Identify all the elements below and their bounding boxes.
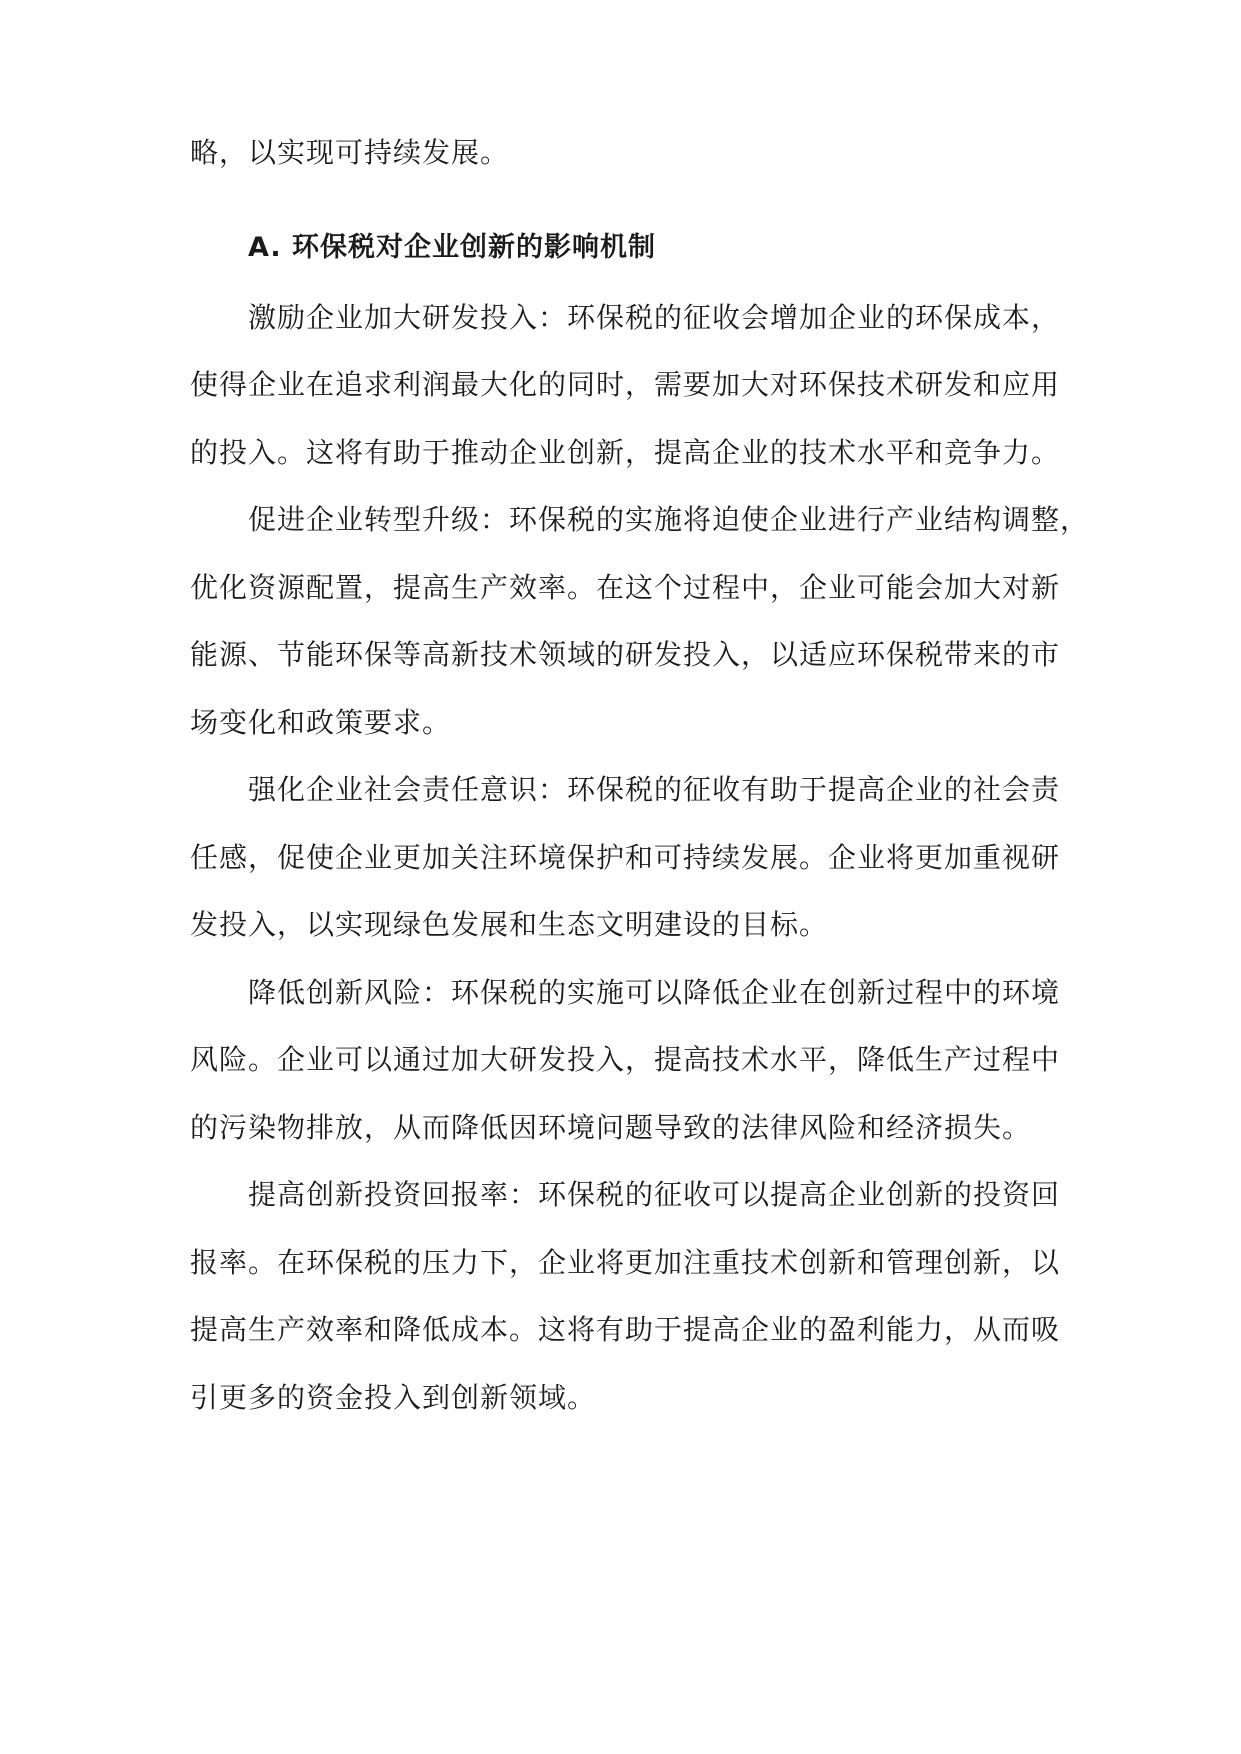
paragraph-1-line-2: 使得企业在追求利润最大化的同时，需要加大对环保技术研发和应用 (190, 368, 1061, 401)
paragraph-1-line-1: 激励企业加大研发投入：环保税的征收会增加企业的环保成本， (248, 301, 1061, 334)
paragraph-4-line-3: 的污染物排放，从而降低因环境问题导致的法律风险和经济损失。 (190, 1111, 1032, 1144)
intro-tail-line: 略，以实现可持续发展。 (190, 136, 510, 169)
paragraph-5-line-1: 提高创新投资回报率：环保税的征收可以提高企业创新的投资回 (248, 1178, 1061, 1211)
paragraph-3-line-2: 任感，促使企业更加关注环境保护和可持续发展。企业将更加重视研 (190, 841, 1061, 874)
paragraph-1-line-3: 的投入。这将有助于推动企业创新，提高企业的技术水平和竞争力。 (190, 436, 1061, 469)
paragraph-3-line-3: 发投入，以实现绿色发展和生态文明建设的目标。 (190, 908, 829, 941)
paragraph-2-line-3: 能源、节能环保等高新技术领域的研发投入，以适应环保税带来的市 (190, 638, 1061, 671)
paragraph-5-line-3: 提高生产效率和降低成本。这将有助于提高企业的盈利能力，从而吸 (190, 1313, 1061, 1346)
section-heading: A. 环保税对企业创新的影响机制 (248, 232, 657, 263)
paragraph-2-line-1: 促进企业转型升级：环保税的实施将迫使企业进行产业结构调整， (248, 503, 1090, 536)
paragraph-2-line-2: 优化资源配置，提高生产效率。在这个过程中，企业可能会加大对新 (190, 571, 1061, 604)
paragraph-5-line-2: 报率。在环保税的压力下，企业将更加注重技术创新和管理创新，以 (190, 1246, 1061, 1279)
paragraph-3-line-1: 强化企业社会责任意识：环保税的征收有助于提高企业的社会责 (248, 773, 1061, 806)
paragraph-5-line-4: 引更多的资金投入到创新领域。 (190, 1381, 597, 1414)
paragraph-2-line-4: 场变化和政策要求。 (190, 706, 452, 739)
paragraph-4-line-2: 风险。企业可以通过加大研发投入，提高技术水平，降低生产过程中 (190, 1043, 1061, 1076)
paragraph-4-line-1: 降低创新风险：环保税的实施可以降低企业在创新过程中的环境 (248, 976, 1061, 1009)
